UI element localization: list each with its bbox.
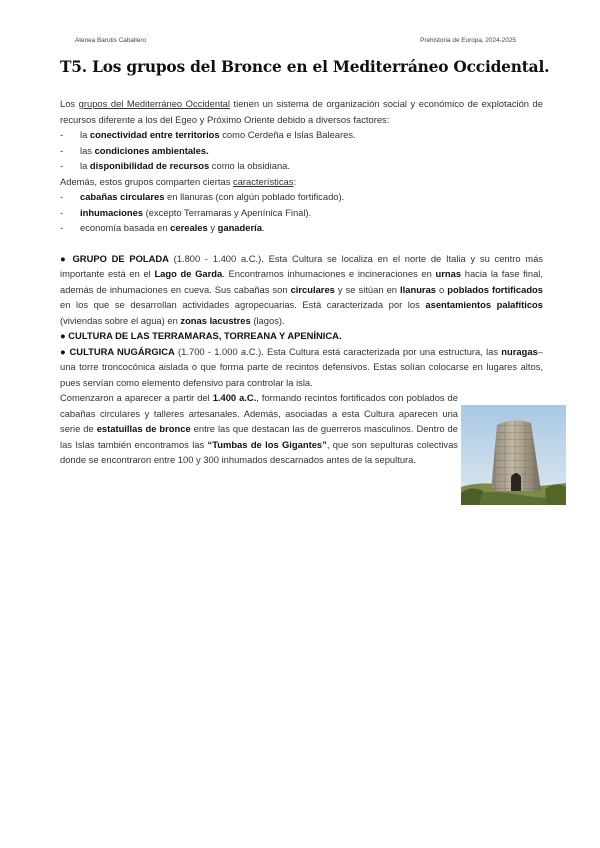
bullet: ● — [60, 252, 68, 264]
list-item: - economía basada en cereales y ganadería. — [60, 222, 265, 233]
nuragica-heading: CULTURA NUGÁRGICA — [69, 345, 175, 357]
list-item: - la conectividad entre territorios como Cerdeña e Islas Baleares. — [60, 129, 356, 140]
nuraghe-photo — [461, 405, 566, 505]
header-course: Prehistoria de Europa, 2024-2025 — [420, 37, 516, 44]
terramaras-section — [60, 328, 543, 344]
nuraghe-image — [461, 405, 566, 505]
list-item: - la disponibilidad de recursos como la obsidiana. — [60, 160, 290, 171]
features-link: características — [233, 175, 294, 187]
nuragica-section: ● CULTURA NUGÁRGICA (1.700 - 1.000 a.C.). Esta Cultura está caracterizada por una estructura, las nuragas– una torre troncocónica aislada o que forma parte de recintos defensivos. Estas solían colocarse en lugares altos, pues servían como elemento defensivo para controlar la isla. — [60, 345, 543, 388]
features-intro: Además, estos grupos comparten ciertas características: — [60, 175, 297, 187]
nuragica-continued: Comenzaron a aparecer a partir del 1.400 a.C., formando recintos fortificados con poblados de cabañas circulares y talleres artesanales. Además, asociadas a esta Cultura aparecen una serie de estatuillas de bronce entre las que destacan las de guerreros masculinos. Dentro de las Islas también encontramos las “Tumbas de los Gigantes”, que son sepulturas colectivas donde se encontraron entre 100 y 300 inhumados descarnados antes de la sepultura. — [60, 392, 458, 465]
intro-link-grupos: grupos del Mediterráneo Occidental — [78, 98, 230, 109]
page-title: T5. Los grupos del Bronce en el Mediterráneo Occidental. — [60, 58, 550, 76]
list-item: - inhumaciones (excepto Terramaras y Apenínica Final). — [60, 206, 312, 218]
intro-paragraph: Los grupos del Mediterráneo Occidental tienen un sistema de organización social y económico de explotación de recursos diferente a los del Egeo y Próximo Oriente debido a diversos factores: — [60, 98, 543, 125]
header-author: Atenea Barutis Caballero — [75, 37, 147, 44]
bullet: ● — [60, 330, 66, 341]
terramaras-heading: CULTURA DE LAS TERRAMARAS, TORREANA Y APENÍNICA. — [68, 330, 342, 341]
polada-heading: GRUPO DE POLADA — [72, 252, 169, 264]
bullet: ● — [60, 345, 67, 357]
list-item: - cabañas circulares en llanuras (con algún poblado fortificado). — [60, 191, 345, 202]
polada-section: ● GRUPO DE POLADA (1.800 - 1.400 a.C.). Esta Cultura se localiza en el norte de Italia y su centro más importante está en el Lago de Garda. Encontramos inhumaciones e incineraciones en urnas hacia la fase final, además de inhumaciones en cueva. Sus cabañas son circulares y se sitúan en llanuras o poblados fortificados en los que se desarrollan actividades agropecuarias. Está caracterizada por los asentamientos palafíticos (viviendas sobre el agua) en zonas lacustres (lagos). — [60, 252, 544, 326]
list-item: - las condiciones ambientales. — [60, 144, 209, 156]
